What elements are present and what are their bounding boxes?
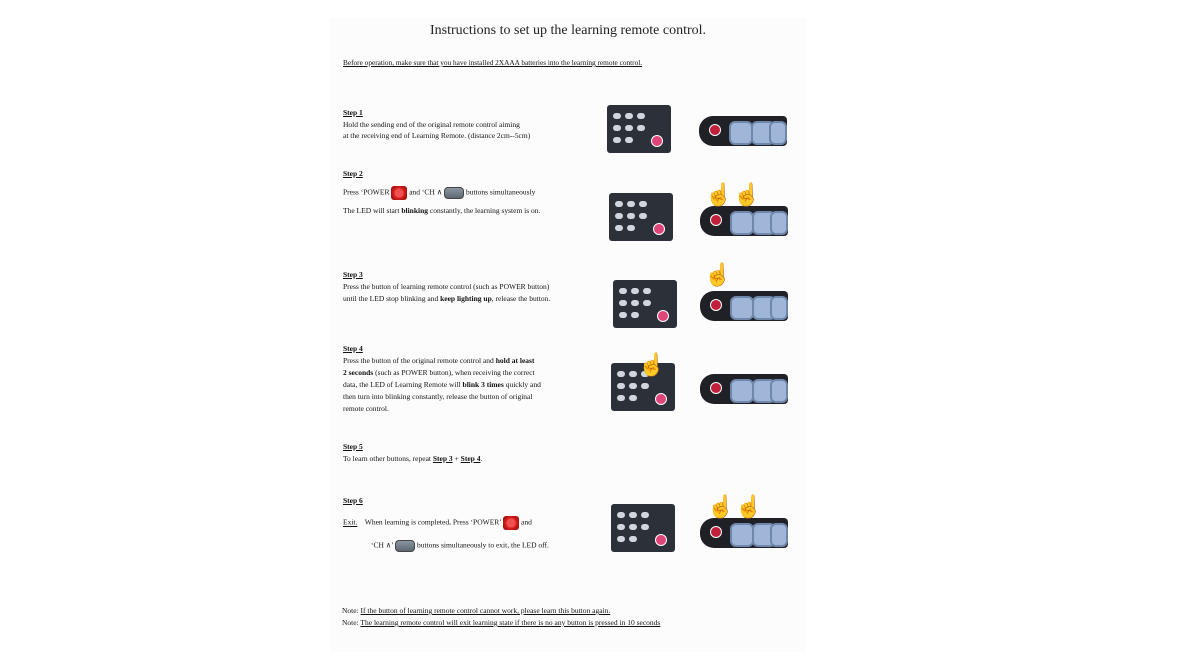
step-5-label: Step 5 (343, 442, 363, 451)
step-5-text-a: To learn other buttons, repeat (343, 454, 433, 463)
step-2-text-d: The LED will start (343, 206, 402, 215)
power-button-icon (391, 186, 407, 200)
step-4-text-b: (such as POWER button), when receiving the correct (373, 368, 535, 377)
step-6-text-c: ‘CH ∧’ (371, 540, 394, 550)
pressing-hand-icon: ☝ (735, 494, 763, 519)
note-1-text: If the button of learning remote control cannot work, please learn this button again. (360, 606, 611, 615)
step-1-line-2: at the receiving end of Learning Remote. (distance 2cm--5cm) (343, 131, 531, 140)
step-6-line-1 (343, 516, 532, 530)
step-1-line-1: Hold the sending end of the original remote control aiming (343, 120, 520, 129)
pressing-hand-icon: ☝ (704, 262, 732, 287)
step-6-text-b: and (521, 517, 532, 527)
step-5-ref-step-3: Step 3 (432, 454, 453, 463)
step-5-sep: + (452, 454, 461, 463)
step-5-ref-step-4: Step 4 (460, 454, 481, 463)
step-2-line-2 (343, 206, 540, 216)
step-2-text-a: Press ‘POWER (343, 187, 390, 197)
step-3-bold: keep lighting up (440, 294, 492, 303)
instruction-sheet (330, 18, 806, 652)
pressing-hand-icon: ☝ (638, 352, 666, 377)
step-4-text-c: data, the LED of Learning Remote will (343, 380, 463, 389)
step-6-text-a: When learning is completed, Press ‘POWER’ (364, 517, 502, 527)
step-1-label: Step 1 (343, 108, 363, 117)
step-4-bold-a: hold at least (495, 356, 535, 365)
step-6-line-2 (371, 540, 549, 552)
step-4-line-3 (343, 380, 541, 390)
step-3-label: Step 3 (343, 270, 363, 279)
step-4-text-d: quickly and (503, 380, 541, 389)
step-4-line-4: then turn into blinking constantly, release the button of original (343, 392, 533, 401)
pressing-hand-icon: ☝ (705, 182, 733, 207)
note-2 (342, 618, 660, 627)
step-2-text-c: buttons simultaneously (465, 187, 536, 197)
step-3-line-2 (343, 294, 550, 304)
channel-up-button-icon (444, 187, 464, 199)
step-4-text-a: Press the button of the original remote control and (343, 356, 496, 365)
step-3-text-a: until the LED stop blinking and (343, 294, 441, 303)
learning-remote-image (700, 206, 788, 236)
original-remote-image (611, 504, 675, 552)
step-4-bold-b: 2 seconds (343, 368, 374, 377)
learning-remote-image (699, 116, 787, 146)
pressing-hand-icon: ☝ (707, 494, 735, 519)
step-2-bold: blinking (401, 206, 429, 215)
pressing-hand-icon: ☝ (733, 182, 761, 207)
learning-remote-image (700, 291, 788, 321)
intro-note: Before operation, make sure that you have installed 2XAAA batteries into the learning remote control. (343, 58, 643, 67)
step-2-label: Step 2 (343, 169, 363, 178)
note-1 (342, 606, 610, 615)
original-remote-image (607, 105, 671, 153)
step-2-text-e: constantly, the learning system is on. (428, 206, 541, 215)
step-4-line-5: remote control. (343, 404, 389, 413)
step-4-line-1 (343, 356, 534, 366)
step-6-exit: Exit. (343, 517, 358, 527)
learning-remote-image (700, 518, 788, 548)
note-2-text: The learning remote control will exit learning state if there is no any button is pressed in 10 seconds (360, 618, 661, 627)
step-4-label: Step 4 (343, 344, 363, 353)
note-2-prefix: Note: (342, 618, 361, 627)
step-5-line-1 (343, 454, 482, 464)
step-6-label: Step 6 (343, 496, 363, 505)
channel-up-button-icon (395, 540, 415, 552)
step-2-text-b: and ‘CH ∧ (409, 187, 443, 197)
step-2-line-1 (343, 186, 535, 200)
original-remote-image (613, 280, 677, 328)
learning-remote-image (700, 374, 788, 404)
note-1-prefix: Note: (342, 606, 361, 615)
step-4-bold-c: blink 3 times (462, 380, 504, 389)
original-remote-image (609, 193, 673, 241)
step-3-text-b: , release the button. (491, 294, 551, 303)
page-title: Instructions to set up the learning remote control. (430, 23, 707, 38)
step-3-line-1: Press the button of learning remote control (such as POWER button) (343, 282, 550, 291)
step-6-text-d: buttons simultaneously to exit, the LED off. (416, 540, 549, 550)
step-5-end: . (480, 454, 483, 463)
step-4-line-2 (343, 368, 535, 378)
power-button-icon (503, 516, 519, 530)
